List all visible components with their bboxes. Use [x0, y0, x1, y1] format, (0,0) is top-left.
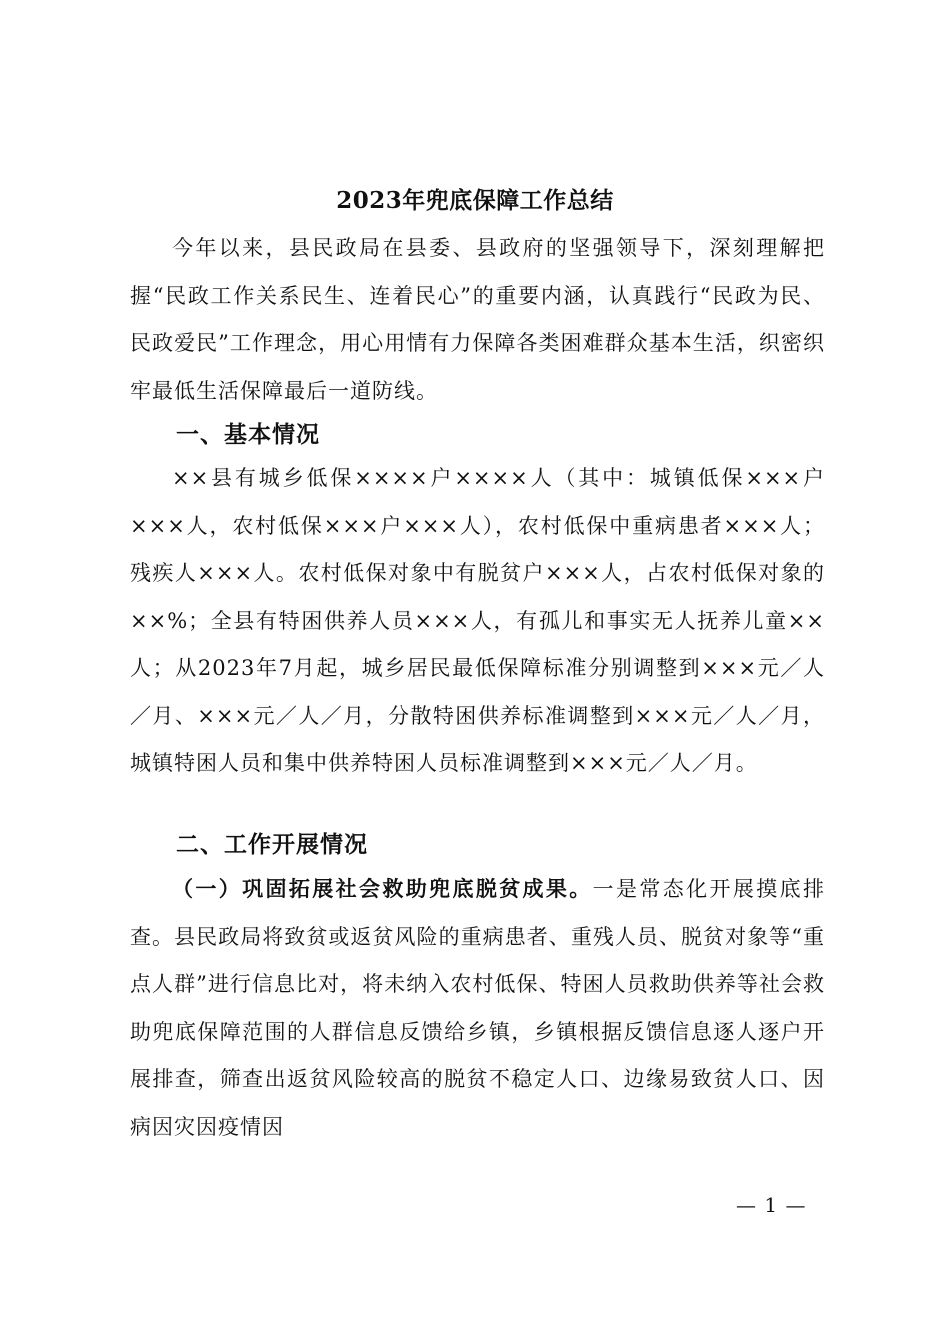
page-number: — 1 —: [736, 1193, 807, 1217]
subsection-heading: （一）巩固拓展社会救助兜底脱贫成果。: [172, 876, 593, 901]
intro-paragraph: 今年以来，县民政局在县委、县政府的坚强领导下，深刻理解把握“民政工作关系民生、连着民心”的重要内涵，认真践行“民政为民、民政爱民”工作理念，用心用情有力保障各类困难群众基本生活，织密织牢最低生活保障最后一道防线。: [130, 236, 825, 403]
basic-situation-paragraph: ××县有城乡低保××××户××××人（其中：城镇低保×××户×××人，农村低保×××户×××人），农村低保中重病患者×××人；残疾人×××人。农村低保对象中有脱贫户×××人，占农村低保对象的××%；全县有特困供养人员×××人，有孤儿和事实无人抚养儿童××人；从2023年7月起，城乡居民最低保障标准分别调整到×××元／人／月、×××元／人／月，分散特困供养标准调整到×××元／人／月，城镇特困人员和集中供养特困人员标准调整到×××元／人／月。: [130, 466, 825, 775]
document-title: 2023年兜底保障工作总结: [336, 187, 614, 214]
section-heading-work-progress: 二、工作开展情况: [176, 831, 368, 858]
work-progress-text: 一是常态化开展摸底排查。县民政局将致贫或返贫风险的重病患者、重残人员、脱贫对象等“重点人群”进行信息比对，将未纳入农村低保、特困人员救助供养等社会救助兜底保障范围的人群信息反馈给乡镇，乡镇根据反馈信息逐人逐户开展排查，筛查出返贫风险较高的脱贫不稳定人口、边缘易致贫人口、因病因灾因疫情因: [130, 877, 826, 1139]
section-heading-basic-situation: 一、基本情况: [176, 421, 320, 448]
work-progress-paragraph: [130, 865, 825, 1151]
